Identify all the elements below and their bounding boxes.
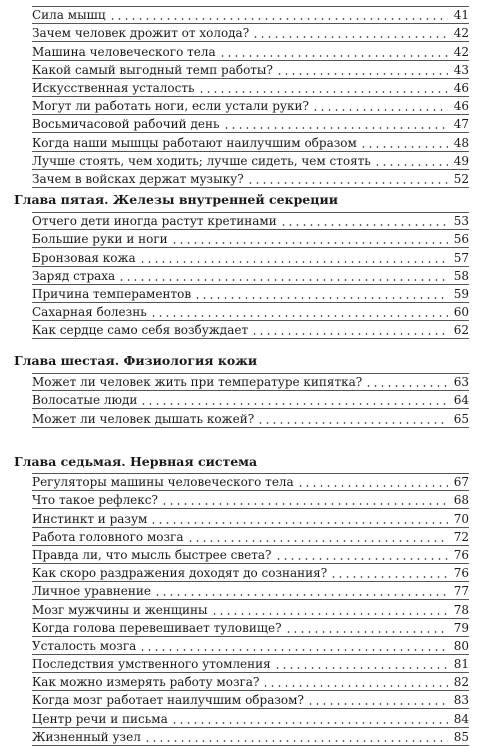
toc-entry-title: Центр речи и письма [32, 711, 168, 726]
toc-entry-title: Заряд страха [32, 268, 116, 283]
toc-entry-title: Большие руки и ноги [32, 232, 168, 247]
toc-entry [32, 637, 469, 655]
toc-entry-page-number: 80 [453, 638, 469, 653]
toc-entry-page-number: 56 [453, 232, 469, 247]
dot-leader [139, 642, 448, 652]
toc-entry [32, 248, 469, 266]
toc-entry-title: Сахарная болезнь [32, 305, 147, 320]
toc-entry-title: Восьмичасовой рабочий день [32, 117, 220, 132]
toc-entry-title: Искусственная усталость [32, 80, 195, 95]
toc-entry [32, 619, 469, 637]
dot-leader [360, 139, 448, 149]
toc-entry-title: Инстинкт и разум [32, 511, 148, 526]
toc-entry-title: Бронзовая кожа [32, 250, 136, 265]
toc-entry-page-number: 41 [453, 8, 469, 23]
toc-entry [32, 285, 469, 303]
dot-leader [161, 496, 448, 506]
toc-entry-title: Когда наши мышцы работают наилучшим образом [32, 135, 357, 150]
dot-leader [257, 415, 448, 425]
toc-entry-title: Регуляторы машины человеческого тела [32, 475, 294, 490]
toc-entry-title: Причина темпераментов [32, 286, 192, 301]
toc-entry-page-number: 42 [453, 44, 469, 59]
toc-entry-title: Личное уравнение [32, 584, 151, 599]
toc-entry-title: Усталость мозга [32, 638, 137, 653]
toc-entry-title: Лучше стоять, чем ходить; лучше сидеть, чем стоять [32, 153, 371, 168]
toc-entry [32, 42, 469, 60]
toc-entry-page-number: 70 [453, 511, 469, 526]
toc-entry-page-number: 84 [453, 711, 469, 726]
toc-entry-title: Что такое рефлекс? [32, 493, 158, 508]
dot-leader [154, 587, 448, 597]
dot-leader [297, 478, 448, 488]
dot-leader [312, 102, 448, 112]
dot-leader [171, 715, 448, 725]
dot-leader [280, 217, 448, 227]
dot-leader [211, 606, 448, 616]
toc-entry [32, 212, 469, 230]
toc-entry-title: Как сердце само себя возбуждает [32, 323, 249, 338]
toc-entry-page-number: 77 [453, 584, 469, 599]
toc-entry-page-number: 58 [453, 268, 469, 283]
toc-entry [32, 170, 469, 188]
toc-entry [32, 728, 469, 746]
toc-entry [32, 528, 469, 546]
dot-leader [139, 254, 448, 264]
toc-entry-page-number: 63 [453, 375, 469, 390]
toc-entry [32, 115, 469, 133]
toc-entry [32, 79, 469, 97]
toc-entry-page-number: 48 [453, 135, 469, 150]
toc-entry-page-number: 68 [453, 493, 469, 508]
toc-entry [32, 673, 469, 691]
toc-entry-title: Могут ли работать ноги, если устали руки? [32, 99, 309, 114]
toc-entry [32, 303, 469, 321]
toc-entry-title: Может ли человек жить при температуре кипятка? [32, 375, 363, 390]
chapter-title: Глава седьмая. Нервная система [14, 454, 258, 469]
dot-leader [198, 84, 448, 94]
toc-entry [32, 24, 469, 42]
toc-entry-title: Сила мышц [32, 8, 106, 23]
dot-leader [118, 272, 448, 282]
dot-leader [330, 569, 448, 579]
chapter-title: Глава шестая. Физиология кожи [14, 353, 258, 368]
toc-entry-page-number: 47 [453, 117, 469, 132]
toc-list [32, 212, 469, 339]
toc-entry-page-number: 65 [453, 411, 469, 426]
toc-entry-title: Жизненный узел [32, 729, 141, 744]
chapter-title: Глава пятая. Железы внутренней секреции [14, 192, 339, 207]
toc-list [32, 6, 469, 188]
toc-entry-page-number: 43 [453, 62, 469, 77]
dot-leader [251, 326, 448, 336]
dot-leader [140, 396, 448, 406]
toc-entry-title: Когда мозг работает наилучшим образом? [32, 693, 304, 708]
dot-leader [223, 120, 448, 130]
toc-entry-title: Машина человеческого тела [32, 44, 216, 59]
dot-leader [274, 660, 448, 670]
toc-entry-page-number: 60 [453, 305, 469, 320]
dot-leader [365, 378, 448, 388]
dot-leader [285, 624, 448, 634]
toc-entry [32, 691, 469, 709]
toc-entry [32, 600, 469, 618]
toc-entry-page-number: 46 [453, 80, 469, 95]
dot-leader [144, 733, 448, 743]
toc-entry-page-number: 49 [453, 153, 469, 168]
toc-entry [32, 321, 469, 339]
dot-leader [275, 551, 449, 561]
toc-entry-title: Как можно измерять работу мозга? [32, 675, 260, 690]
dot-leader [374, 157, 448, 167]
toc-entry-title: Как скоро раздражения доходят до сознания? [32, 566, 328, 581]
toc-entry-page-number: 62 [453, 323, 469, 338]
dot-leader [247, 175, 448, 185]
toc-entry-page-number: 53 [453, 214, 469, 229]
dot-leader [150, 308, 448, 318]
toc-entry-page-number: 78 [453, 602, 469, 617]
toc-entry [32, 491, 469, 509]
toc-list [32, 373, 469, 428]
toc-entry-page-number: 76 [453, 566, 469, 581]
toc-entry-page-number: 67 [453, 475, 469, 490]
dot-leader [219, 48, 448, 58]
toc-entry-title: Волосатые люди [32, 393, 138, 408]
toc-entry [32, 230, 469, 248]
toc-entry-page-number: 82 [453, 675, 469, 690]
toc-entry [32, 97, 469, 115]
toc-entry-title: Когда голова перевешивает туловище? [32, 620, 282, 635]
toc-entry-title: Зачем человек дрожит от холода? [32, 26, 250, 41]
toc-entry-title: Правда ли, что мысль быстрее света? [32, 547, 272, 562]
toc-entry [32, 6, 469, 24]
toc-entry-title: Отчего дети иногда растут кретинами [32, 214, 277, 229]
toc-entry [32, 391, 469, 409]
toc-entry [32, 267, 469, 285]
toc-entry-page-number: 72 [453, 529, 469, 544]
toc-entry [32, 655, 469, 673]
toc-list [32, 473, 469, 746]
toc-entry-page-number: 83 [453, 693, 469, 708]
dot-leader [307, 696, 448, 706]
toc-entry-title: Зачем в войсках держат музыку? [32, 171, 244, 186]
dot-leader [194, 290, 448, 300]
toc-entry [32, 473, 469, 491]
toc-entry [32, 61, 469, 79]
toc-entry-page-number: 57 [453, 250, 469, 265]
toc-entry-title: Последствия умственного утомления [32, 657, 271, 672]
toc-entry-title: Мозг мужчины и женщины [32, 602, 208, 617]
dot-leader [187, 533, 449, 543]
dot-leader [171, 235, 448, 245]
dot-leader [276, 66, 448, 76]
toc-entry-title: Может ли человек дышать кожей? [32, 411, 255, 426]
dot-leader [109, 11, 448, 21]
toc-entry [32, 409, 469, 427]
toc-entry [32, 133, 469, 151]
toc-entry [32, 564, 469, 582]
toc-entry-page-number: 79 [453, 620, 469, 635]
toc-entry-page-number: 59 [453, 286, 469, 301]
dot-leader [150, 515, 448, 525]
dot-leader [262, 678, 448, 688]
toc-entry [32, 582, 469, 600]
toc-entry [32, 152, 469, 170]
toc-entry [32, 373, 469, 391]
toc-entry-page-number: 85 [453, 729, 469, 744]
toc-entry-page-number: 76 [453, 547, 469, 562]
toc-entry-title: Какой самый выгодный темп работы? [32, 62, 273, 77]
toc-entry [32, 546, 469, 564]
toc-entry-title: Работа головного мозга [32, 529, 184, 544]
toc-entry-page-number: 42 [453, 26, 469, 41]
dot-leader [252, 29, 448, 39]
toc-entry [32, 509, 469, 527]
toc-entry-page-number: 46 [453, 99, 469, 114]
toc-entry-page-number: 52 [453, 171, 469, 186]
toc-entry-page-number: 81 [453, 657, 469, 672]
toc-entry-page-number: 64 [453, 393, 469, 408]
